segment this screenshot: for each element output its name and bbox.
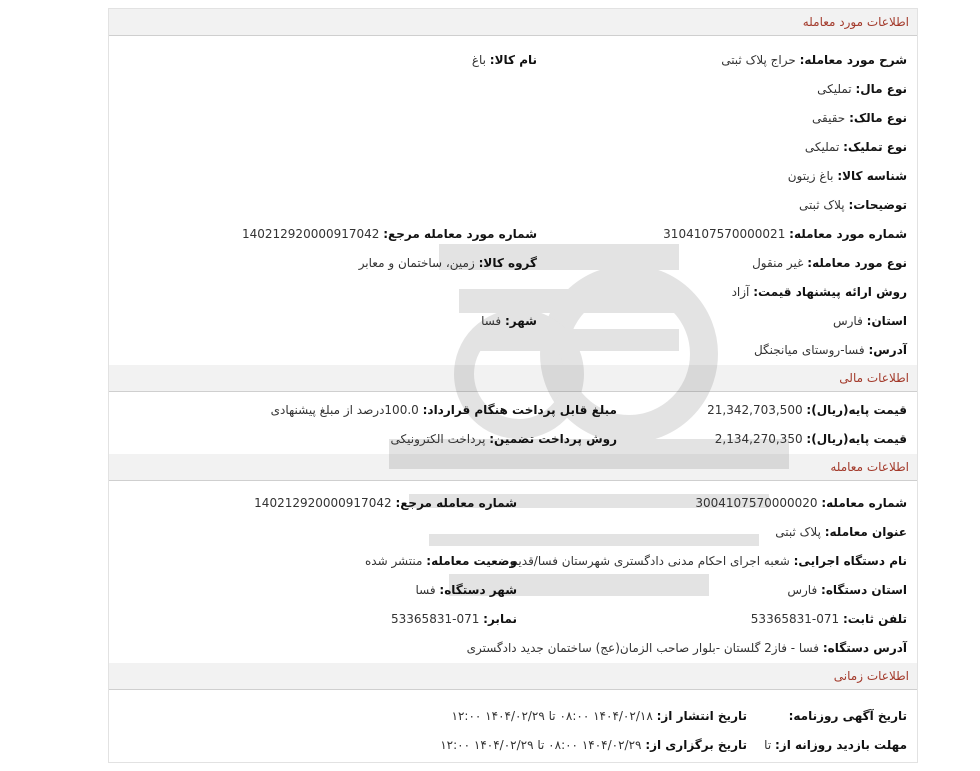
value: 071-53365831 [391, 612, 480, 626]
row-newspaper-date [109, 702, 917, 731]
label: وضعیت معامله: [426, 554, 517, 568]
value: ۱۴۰۴/۰۲/۲۹ ۰۸:۰۰ تا ۱۴۰۴/۰۲/۲۹ ۱۲:۰۰ [440, 738, 642, 752]
label: تاریخ انتشار از: [656, 709, 747, 723]
deal-details-panel [108, 8, 918, 763]
row-item-number [109, 220, 917, 249]
value: فسا [415, 583, 436, 597]
row-goods-id [109, 162, 917, 191]
label: مهلت بازدید روزانه از: [775, 738, 907, 752]
label: استان: [866, 314, 907, 328]
label: قیمت پایه(ریال): [806, 403, 907, 417]
section-header-financial: اطلاعات مالی [109, 365, 917, 392]
value: باغ [471, 53, 486, 67]
row-phone [109, 605, 917, 634]
label: عنوان معامله: [824, 525, 907, 539]
value: 14021292000091704​2 [241, 227, 380, 241]
label: شماره مورد معامله مرجع: [383, 227, 537, 241]
value: تملیکی [817, 82, 852, 96]
row-ownership-type [109, 133, 917, 162]
row-deal-number [109, 489, 917, 518]
label: شهر دستگاه: [439, 583, 517, 597]
value: فسا-روستای میانجنگل [753, 343, 865, 357]
label: تاریخ برگزاری از: [645, 738, 747, 752]
value: 100.0درصد از مبلغ پیشنهادی [270, 403, 419, 417]
row-province [109, 307, 917, 336]
label: تاریخ آگهی روزنامه: [788, 709, 907, 723]
deal-rows [109, 481, 917, 663]
financial-rows [109, 392, 917, 454]
value: تا [764, 738, 772, 752]
label: آدرس دستگاه: [822, 641, 907, 655]
label: تلفن ثابت: [842, 612, 907, 626]
value: فسا - فاز2 گلستان -بلوار صاحب الزمان(عج) ساختمان جدید دادگستری [466, 641, 820, 655]
label: آدرس: [868, 343, 907, 357]
value: فارس [832, 314, 863, 328]
deal-info-rows [109, 36, 917, 365]
label: شرح مورد معامله: [799, 53, 907, 67]
value: زمین، ساختمان و معابر [358, 256, 475, 270]
label: شهر: [505, 314, 537, 328]
row-deal-title [109, 518, 917, 547]
value: شعبه اجرای احکام مدنی دادگستری شهرستان فسا/قدیم [510, 554, 790, 568]
value: 2,134,270,350 [714, 432, 803, 446]
value: باغ زیتون [787, 169, 834, 183]
row-owner-type [109, 104, 917, 133]
value: حقیقی [812, 111, 846, 125]
value: منتشر شده [364, 554, 423, 568]
value: پرداخت الکترونیکی [390, 432, 486, 446]
label: نوع مورد معامله: [807, 256, 907, 270]
section-header-deal: اطلاعات معامله [109, 454, 917, 481]
value: 21,342,703,500 [707, 403, 803, 417]
label: روش ارائه پیشنهاد قیمت: [753, 285, 907, 299]
value: آزاد [731, 285, 750, 299]
label: نوع تملیک: [843, 140, 907, 154]
row-address [109, 336, 917, 365]
value: 3104107570000021 [663, 227, 786, 241]
value: فسا [481, 314, 502, 328]
row-item-type [109, 249, 917, 278]
label: شماره مورد معامله: [789, 227, 907, 241]
value: 140212920000917042 [254, 496, 392, 510]
value: پلاک ثبتی [775, 525, 821, 539]
row-notes [109, 191, 917, 220]
label: نمابر: [483, 612, 517, 626]
row-description [109, 46, 917, 75]
row-agency-address [109, 634, 917, 663]
value: 3004107570000020 [695, 496, 818, 510]
value: غیر منقول [752, 256, 804, 270]
row-agency-province [109, 576, 917, 605]
value: تملیکی [804, 140, 840, 154]
row-visit-deadline [109, 731, 917, 760]
value: حراج پلاک ثبتی [721, 53, 796, 67]
value: فارس [787, 583, 818, 597]
label: نام کالا: [489, 53, 537, 67]
row-bid-method [109, 278, 917, 307]
label: نوع مال: [855, 82, 907, 96]
label: استان دستگاه: [821, 583, 907, 597]
label: مبلغ قابل پرداخت هنگام قرارداد: [422, 403, 617, 417]
label: شماره معامله مرجع: [395, 496, 517, 510]
row-agency [109, 547, 917, 576]
label: قیمت پایه(ریال): [806, 432, 907, 446]
label: گروه کالا: [478, 256, 537, 270]
row-base-price [109, 396, 917, 425]
value: پلاک ثبتی [798, 198, 845, 212]
value: ۱۴۰۴/۰۲/۱۸ ۰۸:۰۰ تا ۱۴۰۴/۰۲/۲۹ ۱۲:۰۰ [451, 709, 653, 723]
time-rows [109, 690, 917, 760]
label: شناسه کالا: [837, 169, 907, 183]
label: نوع مالک: [849, 111, 907, 125]
row-guarantee [109, 425, 917, 454]
label: شماره معامله: [821, 496, 907, 510]
label: نام دستگاه اجرایی: [793, 554, 907, 568]
row-property-type [109, 75, 917, 104]
label: روش پرداخت تضمین: [489, 432, 617, 446]
label: توضیحات: [848, 198, 907, 212]
value: 071-53365831 [750, 612, 840, 626]
section-header-time: اطلاعات زمانی [109, 663, 917, 690]
section-header-deal-info: اطلاعات مورد معامله [109, 9, 917, 36]
